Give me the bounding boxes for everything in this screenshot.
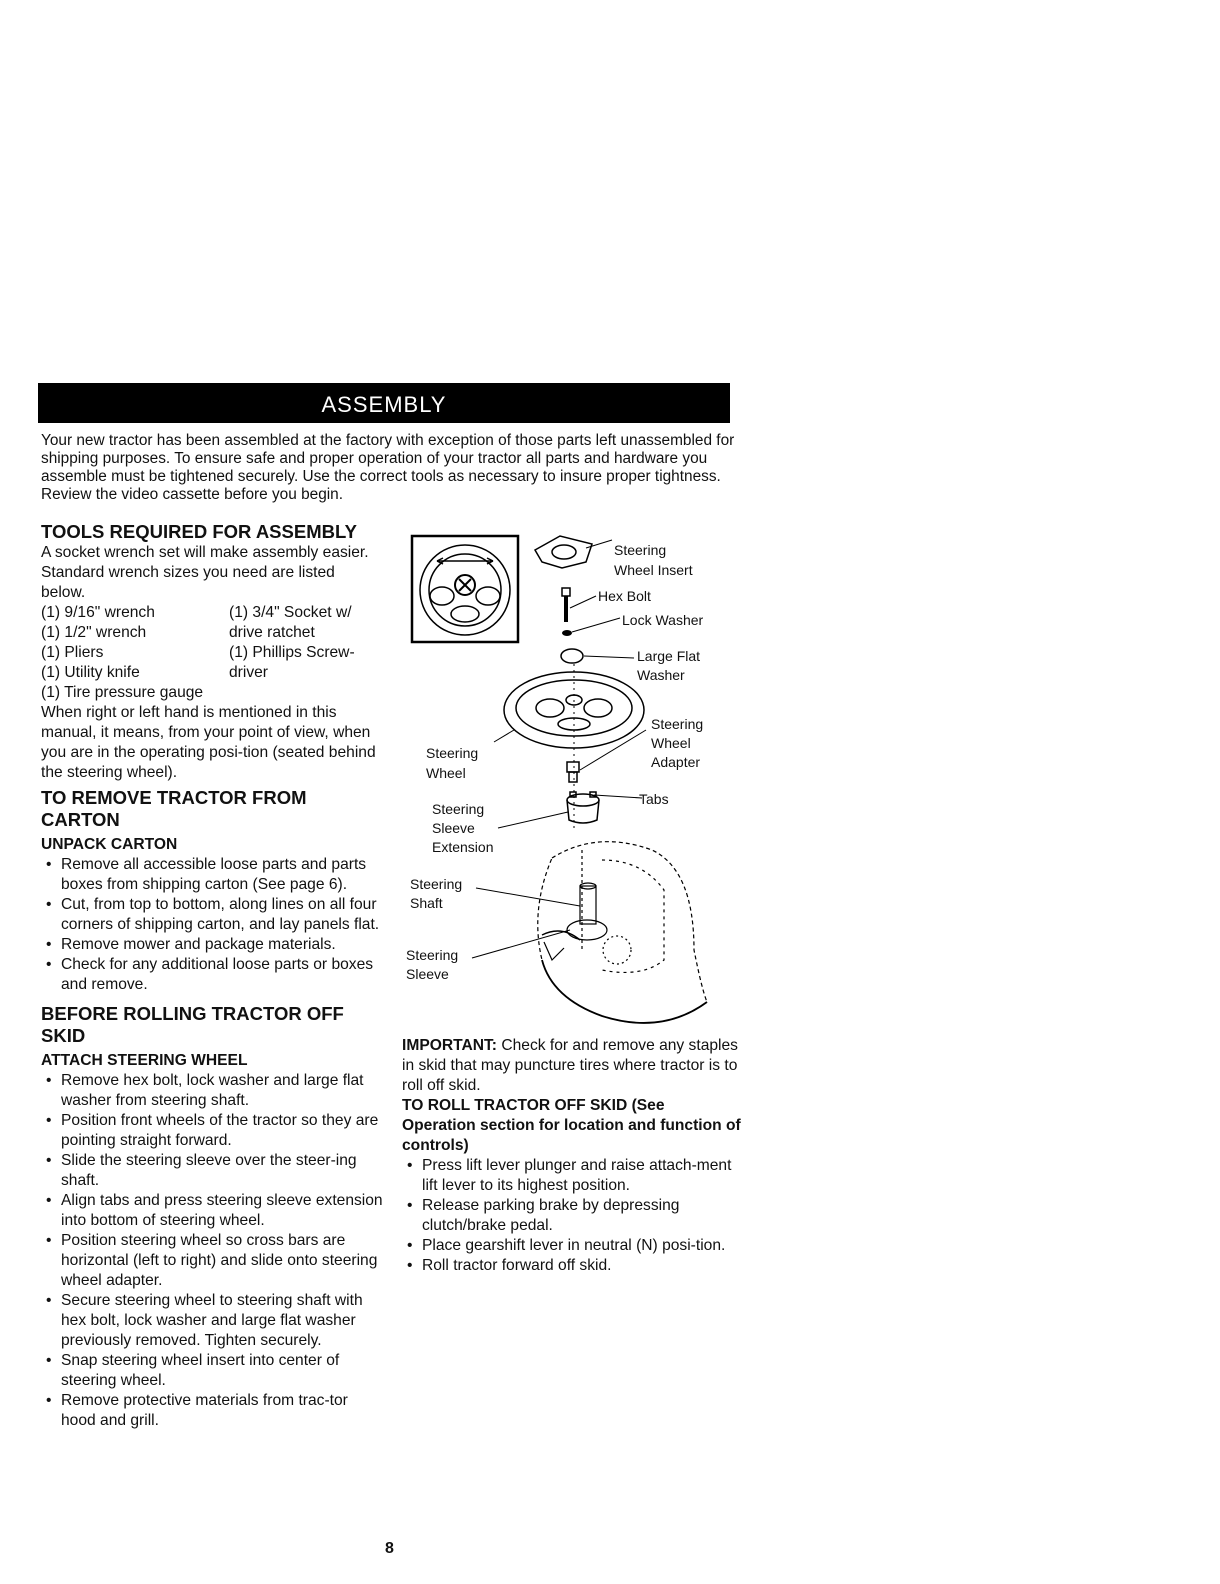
tool-item: (1) 1/2" wrench [41,624,147,641]
leader-line [594,795,642,798]
label-adapter-1: Steering [651,716,704,732]
tool-item: (1) 9/16" wrench [41,604,155,621]
list-item: • Roll tractor forward off skid. [402,1256,742,1276]
label-insert-2: Wheel Insert [614,562,693,578]
hex-bolt-part [562,588,570,622]
label-flatwasher-2: Washer [637,667,685,683]
tool-item: (1) Pliers [41,644,104,661]
label-tabs: Tabs [639,791,669,807]
list-item: • Position steering wheel so cross bars are horizontal (left to right) and slide onto steering wheel adapter. [41,1231,383,1291]
section-title: ASSEMBLY [321,392,447,417]
before-heading: BEFORE ROLLING TRACTOR OFF SKID [41,1003,344,1046]
tool-item: (1) 3/4" Socket w/ drive ratchet [229,604,352,641]
list-item: • Secure steering wheel to steering shaft with hex bolt, lock washer and large flat washer previously removed. Tighten securely. [41,1291,383,1351]
label-shaft-2: Shaft [410,895,443,911]
leader-line [580,730,646,770]
label-sleeve-1: Steering [406,947,459,963]
intro-paragraph: Your new tractor has been assembled at the factory with exception of those parts left unassembled for shipping purposes. To ensure safe and proper operation of your tractor all parts and hardware you assemble must be tightened securely. Use the correct tools as necessary to insure proper tightness. Review the video cassette before you begin. [41,432,735,503]
list-item: • Release parking brake by depressing clutch/brake pedal. [402,1196,742,1236]
left-column [41,521,383,1431]
attach-subheading: ATTACH STEERING WHEEL [41,1052,248,1069]
important-note [402,1036,742,1096]
inset-wheel-icon [420,545,510,635]
label-adapter-2: Wheel [651,735,691,751]
tool-item: (1) Tire pressure gauge [41,684,204,701]
remove-heading: TO REMOVE TRACTOR FROM CARTON [41,787,307,830]
label-wheel-1: Steering [426,745,479,761]
leader-line [472,930,570,958]
unpack-subheading: UNPACK CARTON [41,836,178,853]
label-wheel-2: Wheel [426,765,466,781]
list-item: • Check for any additional loose parts or boxes and remove. [41,955,383,995]
leader-line [570,596,596,608]
attach-list [41,1071,383,1431]
important-text: Check for and remove any staples in skid that may puncture tires where tractor is to roll off skid. [402,1037,738,1094]
wheel-insert-part [535,536,592,568]
section-banner [38,383,730,423]
lock-washer-part [562,630,572,636]
label-sleeve-2: Sleeve [406,966,449,982]
roll-list [402,1156,742,1276]
leader-line [572,618,620,632]
label-extension-2: Sleeve [432,820,475,836]
list-item: • Press lift lever plunger and raise attach-ment lift lever to its highest position. [402,1156,742,1196]
list-item: • Place gearshift lever in neutral (N) posi-tion. [402,1236,742,1256]
tools-left [41,603,229,683]
list-item: • Slide the steering sleeve over the steer-ing shaft. [41,1151,383,1191]
list-item: • Cut, from top to bottom, along lines on all four corners of shipping carton, and lay panels flat. [41,895,383,935]
flat-washer-part [561,649,583,663]
label-hexbolt: Hex Bolt [598,588,651,604]
label-extension-1: Steering [432,801,485,817]
page-number: 8 [385,1540,394,1557]
list-item: • Align tabs and press steering sleeve extension into bottom of steering wheel. [41,1191,383,1231]
tools-list [41,603,383,683]
list-item: • Remove all accessible loose parts and parts boxes from shipping carton (See page 6). [41,855,383,895]
leader-line [494,730,514,742]
important-label: IMPORTANT: [402,1037,497,1054]
tools-heading: TOOLS REQUIRED FOR ASSEMBLY [41,521,357,542]
label-insert-1: Steering [614,542,667,558]
tools-right [229,603,383,683]
label-extension-3: Extension [432,839,494,855]
leader-line [498,812,568,828]
unpack-list [41,855,383,995]
list-item: • Position front wheels of the tractor so they are pointing straight forward. [41,1111,383,1151]
hand-note: When right or left hand is mentioned in this manual, it means, from your point of view, when you are in the operating posi-tion (seated behind the steering wheel). [41,704,376,781]
tools-intro: A socket wrench set will make assembly easier. Standard wrench sizes you need are listed below. [41,544,369,601]
roll-heading: TO ROLL TRACTOR OFF SKID (See Operation section for location and function of controls) [402,1097,741,1154]
steering-assembly-diagram [402,530,732,1035]
leader-line [476,888,580,906]
label-flatwasher-1: Large Flat [637,648,701,664]
list-item: • Snap steering wheel insert into center of steering wheel. [41,1351,383,1391]
list-item: • Remove hex bolt, lock washer and large flat washer from steering shaft. [41,1071,383,1111]
label-shaft-1: Steering [410,876,463,892]
list-item: • Remove mower and package materials. [41,935,383,955]
label-lockwasher: Lock Washer [622,612,704,628]
wheel-adapter-part [567,762,579,782]
leader-line [584,656,634,658]
tool-item: (1) Utility knife [41,664,140,681]
tool-item: (1) Phillips Screw-driver [229,644,355,681]
right-column [402,1036,742,1276]
list-item: • Remove protective materials from trac-tor hood and grill. [41,1391,383,1431]
sleeve-extension-part [567,792,599,823]
label-adapter-3: Adapter [651,754,701,770]
